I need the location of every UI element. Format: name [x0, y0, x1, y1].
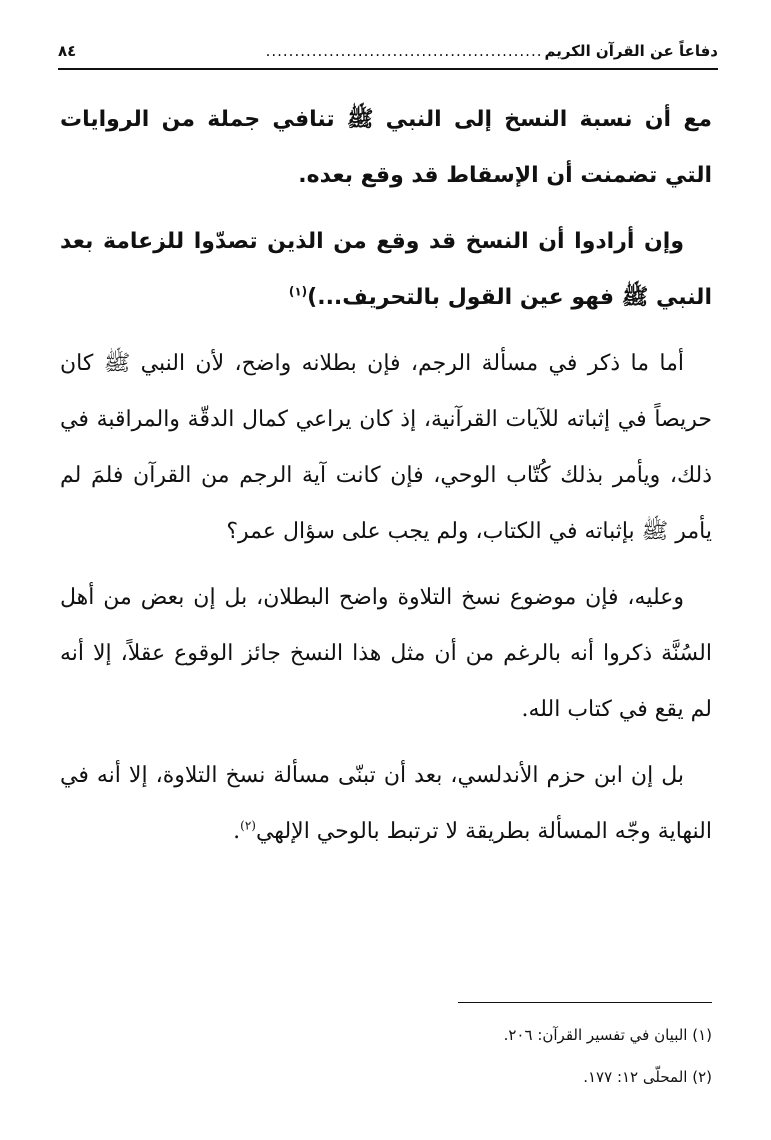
paragraph-1: [60, 92, 712, 204]
header-rule: [58, 68, 718, 70]
footnote-2: (٢) المحلّى ١٢: ١٧٧.: [583, 1068, 712, 1086]
paragraph-1-text: مع أن نسبة النسخ إلى النبي ﷺ تنافي جملة من الروايات التي تضمنت أن الإسقاط قد وقع بعده.: [60, 107, 712, 188]
paragraph-4: [60, 570, 712, 738]
footnote-1: (١) البيان في تفسير القرآن: ٢٠٦.: [503, 1026, 712, 1044]
paragraph-3: [60, 336, 712, 560]
running-header-dots: ................................................: [265, 42, 543, 60]
footnote-ref-1: (١): [288, 284, 308, 299]
footnote-ref-2: (٢): [240, 818, 256, 833]
paragraph-5-end: .: [233, 819, 241, 844]
running-header-title: دفاعاً عن القرآن الكريم: [544, 42, 718, 60]
page-number: ٨٤: [58, 42, 77, 60]
page-body: [60, 92, 712, 860]
footnote-separator: [458, 1002, 712, 1003]
paragraph-2-text: وإن أرادوا أن النسخ قد وقع من الذين تصدّوا للزعامة بعد النبي ﷺ فهو عين القول بالتحريف...): [60, 229, 712, 310]
paragraph-5-text: بل إن ابن حزم الأندلسي، بعد أن تبنّى مسألة نسخ التلاوة، إلا أنه في النهاية وجّه المسألة بطريقة لا ترتبط بالوحي الإلهي: [60, 763, 712, 844]
paragraph-4-text: وعليه، فإن موضوع نسخ التلاوة واضح البطلان، بل إن بعض من أهل السُنَّة ذكروا أنه بالرغم من أن مثل هذا النسخ جائز الوقوع عقلاً، إلا أنه لم يقع في كتاب الله.: [60, 585, 712, 722]
paragraph-3-text: أما ما ذكر في مسألة الرجم، فإن بطلانه واضح، لأن النبي ﷺ كان حريصاً في إثباته للآيات القرآنية، إذ كان يراعي كمال الدقّة والمراقبة في ذلك، ويأمر بذلك كُتّاب الوحي، فإن كانت آية الرجم من القرآن فلمَ لم يأمر ﷺ بإثباته في الكتاب، ولم يجب على سؤال عمر؟: [60, 351, 712, 544]
running-header: [58, 36, 718, 66]
paragraph-5: [60, 748, 712, 860]
footnotes: [300, 1014, 712, 1098]
paragraph-2: [60, 214, 712, 326]
